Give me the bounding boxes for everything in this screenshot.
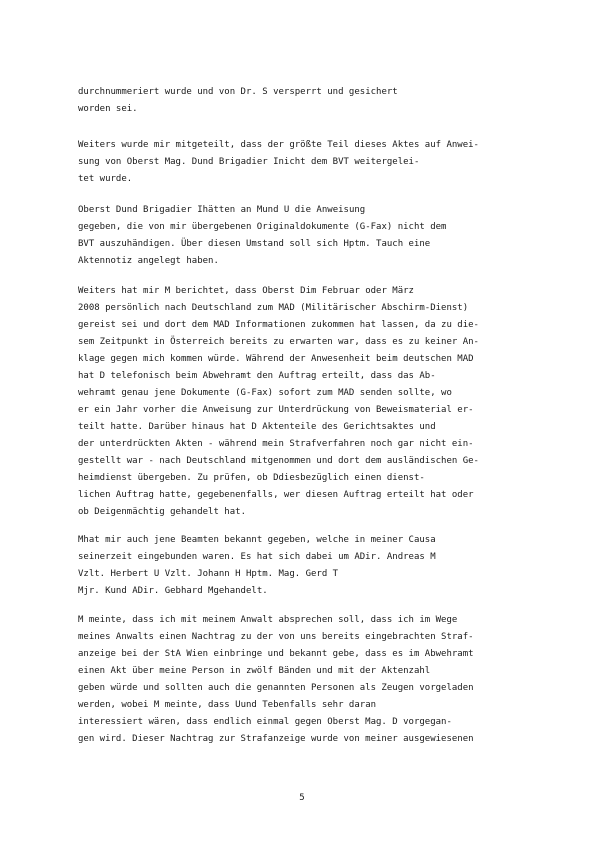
text-line xyxy=(78,283,518,300)
text-segment: sem Zeitpunkt in Österreich bereits zu erwarten war, dass es zu keiner An- xyxy=(78,337,479,347)
text-segment: worden sei. xyxy=(78,104,138,114)
text-segment: meinte, dass ich mit meinem Anwalt absprechen soll, dass ich im Wege xyxy=(83,615,458,625)
text-segment: tet wurde. xyxy=(78,174,133,184)
text-segment: diesbezüglich einen dienst- xyxy=(278,473,425,483)
text-segment: einen Akt über meine Person in zwölf Bänden und mit der Aktenzahl xyxy=(78,666,436,676)
text-line xyxy=(78,171,518,188)
text-segment: nicht dem BVT weitergelei- xyxy=(278,157,420,167)
text-segment: -Fax) nicht dem xyxy=(365,222,447,232)
text-segment: BVT auszuhändigen. Über diesen Umstand soll sich Hptm. T xyxy=(78,239,382,249)
text-segment: ob D xyxy=(78,507,100,517)
text-segment: und U xyxy=(262,205,290,215)
text-segment: hat mir auch jene Beamten bekannt gegeben, welche in meiner Causa xyxy=(83,535,436,545)
text-segment: Oberst D xyxy=(78,205,122,215)
text-line xyxy=(78,532,518,549)
text-segment: lichen Auftrag hatte, gegebenenfalls, wer diesen Auftrag erteilt hat oder xyxy=(78,490,474,500)
text-segment: die Anweisung xyxy=(289,205,366,215)
text-segment: teilt hatte. Darüber hinaus hat D xyxy=(78,422,257,432)
text-line xyxy=(78,317,518,334)
text-segment: sung von Oberst Mag. D xyxy=(78,157,198,167)
text-line xyxy=(78,680,518,697)
text-segment: der unterdrückten Akten - während mein Strafverfahren noch gar nicht ein- xyxy=(78,439,474,449)
text-segment: anzeige bei der StA Wien einbringe und bekannt gebe, dass es im Abwehramt xyxy=(78,649,474,659)
text-segment: wehramt genau jene Dokumente (G xyxy=(78,388,246,398)
text-segment: Aktennotiz angelegt haben. xyxy=(78,256,219,266)
text-line xyxy=(78,549,518,566)
text-line xyxy=(78,154,518,171)
text-segment: Hptm. Mag. Gerd T xyxy=(240,569,339,579)
text-line xyxy=(78,663,518,680)
text-line xyxy=(78,629,518,646)
text-line xyxy=(78,137,518,154)
page-number: 5 xyxy=(299,793,305,803)
text-segment: und Brigadier I xyxy=(197,157,279,167)
text-segment: gereist sei und dort dem MAD Informationen zukommen hat lassen, da zu die- xyxy=(78,320,479,330)
text-segment: im Februar oder März xyxy=(305,286,414,296)
text-line xyxy=(78,351,518,368)
text-line xyxy=(78,453,518,470)
text-segment: M xyxy=(78,535,84,545)
text-line xyxy=(78,101,518,118)
text-line xyxy=(78,236,518,253)
text-segment: auch eine xyxy=(381,239,431,249)
text-segment: Weiters wurde mir mitgeteilt, dass der größte Teil dieses Aktes auf Anwei- xyxy=(78,140,479,150)
text-segment: gehandelt. xyxy=(213,586,268,596)
text-segment: Mjr. K xyxy=(78,586,111,596)
text-line xyxy=(78,219,518,236)
text-line xyxy=(78,300,518,317)
text-line xyxy=(78,385,518,402)
text-segment: werden, wobei M xyxy=(78,700,160,710)
text-segment: gen wird. Dieser Nachtrag zur Strafanzeige wurde von meiner ausgewiesenen xyxy=(78,734,474,744)
text-segment: heimdienst übergeben. Zu prüfen, ob D xyxy=(78,473,279,483)
text-segment: -Fax) sofort zum MAD senden sollte, wo xyxy=(245,388,452,398)
text-segment: gestellt war - nach Deutschland mitgenommen und dort dem ausländischen Ge- xyxy=(78,456,479,466)
text-line xyxy=(78,253,518,270)
text-segment: Weiters hat mir M xyxy=(78,286,171,296)
text-line xyxy=(78,368,518,385)
text-segment: vorgegan- xyxy=(397,717,452,727)
text-line xyxy=(78,470,518,487)
text-segment: eigenmächtig gehandelt hat. xyxy=(99,507,246,517)
text-segment: er ein Jahr vorher die Anweisung zur Unterdrückung von Beweismaterial er- xyxy=(78,405,474,415)
text-line xyxy=(78,714,518,731)
text-line xyxy=(78,436,518,453)
text-line xyxy=(78,646,518,663)
text-segment: 2008 persönlich nach Deutschland zum MAD (Militärischer Abschirm-Dienst) xyxy=(78,303,469,313)
text-segment: M xyxy=(78,615,84,625)
text-segment: Aktenteile des Gerichtsaktes und xyxy=(256,422,436,432)
text-line xyxy=(78,334,518,351)
text-segment: hat D xyxy=(78,371,106,381)
text-segment: hätten an M xyxy=(202,205,263,215)
text-line xyxy=(78,84,518,101)
text-segment: Vzlt. Herbert U xyxy=(78,569,160,579)
text-segment: und Brigadier I xyxy=(121,205,203,215)
text-line xyxy=(78,566,518,583)
text-line xyxy=(78,731,518,748)
text-segment: und ADir. Gebhard M xyxy=(110,586,214,596)
text-segment: versperrt und gesichert xyxy=(267,87,398,97)
text-segment: interessiert wären, dass endlich einmal gegen Oberst Mag. D xyxy=(78,717,398,727)
text-segment: geben würde und sollten auch die genannten Personen als Zeugen vorgeladen xyxy=(78,683,474,693)
text-segment: gegeben, die von mir übergebenen Originaldokumente (G xyxy=(78,222,366,232)
text-segment: berichtet, dass Oberst D xyxy=(170,286,306,296)
text-line xyxy=(78,697,518,714)
text-segment: durchnummeriert wurde und von Dr. S xyxy=(78,87,268,97)
text-segment: klage gegen mich kommen würde. Während der Anwesenheit beim deutschen MAD xyxy=(78,354,474,364)
text-segment: seinerzeit eingebunden waren. Es hat sich dabei um ADir. Andreas M xyxy=(78,552,436,562)
text-segment: und T xyxy=(240,700,268,710)
text-segment: meinte, dass U xyxy=(159,700,241,710)
text-line xyxy=(78,487,518,504)
text-segment: telefonisch beim Abwehramt den Auftrag erteilt, dass das Ab- xyxy=(105,371,436,381)
text-segment: Vzlt. Johann H xyxy=(159,569,241,579)
text-segment: ebenfalls sehr daran xyxy=(267,700,377,710)
text-line xyxy=(78,419,518,436)
text-line xyxy=(78,612,518,629)
text-segment: meines Anwalts einen Nachtrag zu der von uns bereits eingebrachten Straf- xyxy=(78,632,474,642)
text-line xyxy=(78,402,518,419)
text-line xyxy=(78,504,518,521)
text-line xyxy=(78,202,518,219)
text-line xyxy=(78,583,518,600)
